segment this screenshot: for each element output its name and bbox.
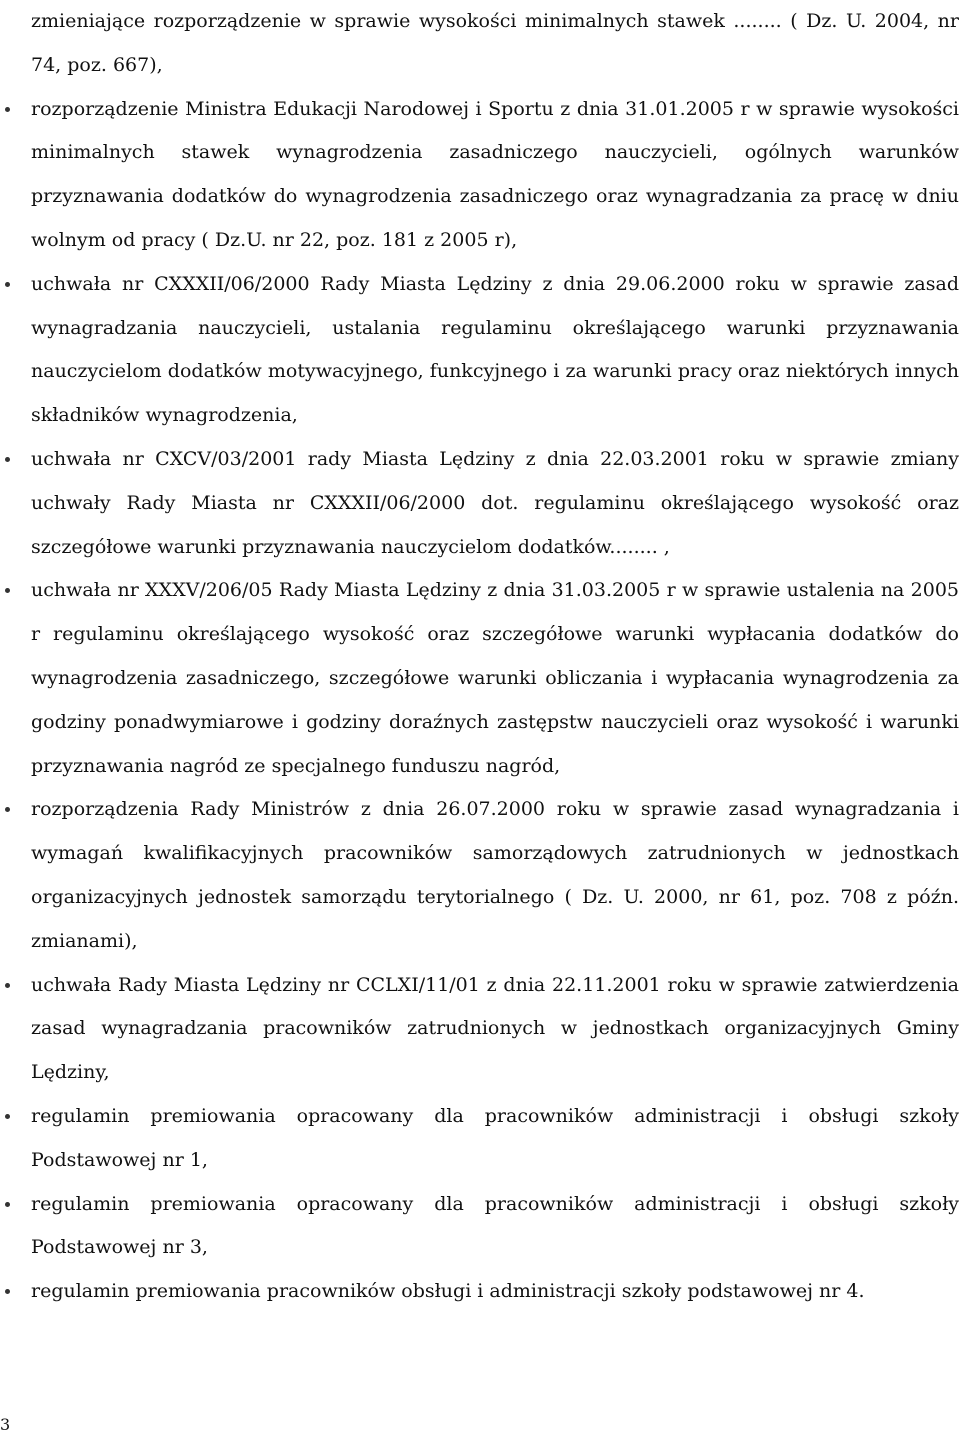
- list-item-text: rozporządzenia Rady Ministrów z dnia 26.07.2000 roku w sprawie zasad wynagradzania i wymagań kwalifikacyjnych pracowników samorządowych zatrudnionych w jednostkach organizacyjnych jednostek samorządu terytorialnego ( Dz. U. 2000, nr 61, poz. 708 z późn. zmianami),: [31, 798, 959, 952]
- list-item: [31, 1183, 959, 1271]
- bullet-icon: [5, 457, 10, 462]
- list-item: [31, 1270, 959, 1314]
- list-item-text: rozporządzenie Ministra Edukacji Narodowej i Sportu z dnia 31.01.2005 r w sprawie wysokości minimalnych stawek wynagrodzenia zasadniczego nauczycieli, ogólnych warunków przyznawania dodatków do wynagrodzenia zasadniczego oraz wynagradzania za pracę w dniu wolnym od pracy ( Dz.U. nr 22, poz. 181 z 2005 r),: [31, 97, 959, 251]
- list-item: [31, 1095, 959, 1183]
- page-number: 3: [0, 1415, 11, 1434]
- document-body: [31, 0, 959, 1314]
- list-item-text: uchwała Rady Miasta Lędziny nr CCLXI/11/01 z dnia 22.11.2001 roku w sprawie zatwierdzenia zasad wynagradzania pracowników zatrudnionych w jednostkach organizacyjnych Gminy Lędziny,: [31, 973, 959, 1084]
- bullet-icon: [5, 1114, 10, 1119]
- list-item-text: regulamin premiowania opracowany dla pracowników administracji i obsługi szkoły Podstawowej nr 3,: [31, 1192, 959, 1259]
- list-item-text: uchwała nr CXXXII/06/2000 Rady Miasta Lędziny z dnia 29.06.2000 roku w sprawie zasad wynagradzania nauczycieli, ustalania regulaminu określającego warunki przyznawania nauczycielom dodatków motywacyjnego, funkcyjnego i za warunki pracy oraz niektórych innych składników wynagrodzenia,: [31, 272, 959, 427]
- bullet-icon: [5, 588, 10, 593]
- list-item: [31, 263, 959, 438]
- list-item-text: uchwała nr CXCV/03/2001 rady Miasta Lędziny z dnia 22.03.2001 roku w sprawie zmiany uchwały Rady Miasta nr CXXXII/06/2000 dot. regulaminu określającego wysokość oraz szczegółowe warunki przyznawania nauczycielom dodatków........ ,: [31, 447, 959, 558]
- list-item-text: regulamin premiowania opracowany dla pracowników administracji i obsługi szkoły Podstawowej nr 1,: [31, 1104, 959, 1171]
- bullet-icon: [5, 807, 10, 812]
- list-item: [31, 569, 959, 788]
- list-item: [31, 88, 959, 263]
- list-item-text: uchwała nr XXXV/206/05 Rady Miasta Lędziny z dnia 31.03.2005 r w sprawie ustalenia na 2005 r regulaminu określającego wysokość oraz szczegółowe warunki wypłacania dodatków do wynagrodzenia zasadniczego, szczegółowe warunki obliczania i wypłacania wynagrodzenia za godziny ponadwymiarowe i godziny doraźnych zastępstw nauczycieli oraz wysokość i warunki przyznawania nagród ze specjalnego funduszu nagród,: [31, 579, 959, 777]
- list-item: [31, 788, 959, 963]
- bullet-icon: [5, 1202, 10, 1207]
- legal-acts-list: [31, 88, 959, 1314]
- bullet-icon: [5, 983, 10, 988]
- bullet-icon: [5, 107, 10, 112]
- list-item-text: regulamin premiowania pracowników obsługi i administracji szkoły podstawowej nr 4.: [31, 1280, 865, 1303]
- continuation-paragraph: zmieniające rozporządzenie w sprawie wysokości minimalnych stawek ........ ( Dz. U. 2004, nr 74, poz. 667),: [31, 10, 959, 76]
- list-item: [31, 438, 959, 569]
- list-item: [31, 964, 959, 1095]
- bullet-icon: [5, 1289, 10, 1294]
- bullet-icon: [5, 282, 10, 287]
